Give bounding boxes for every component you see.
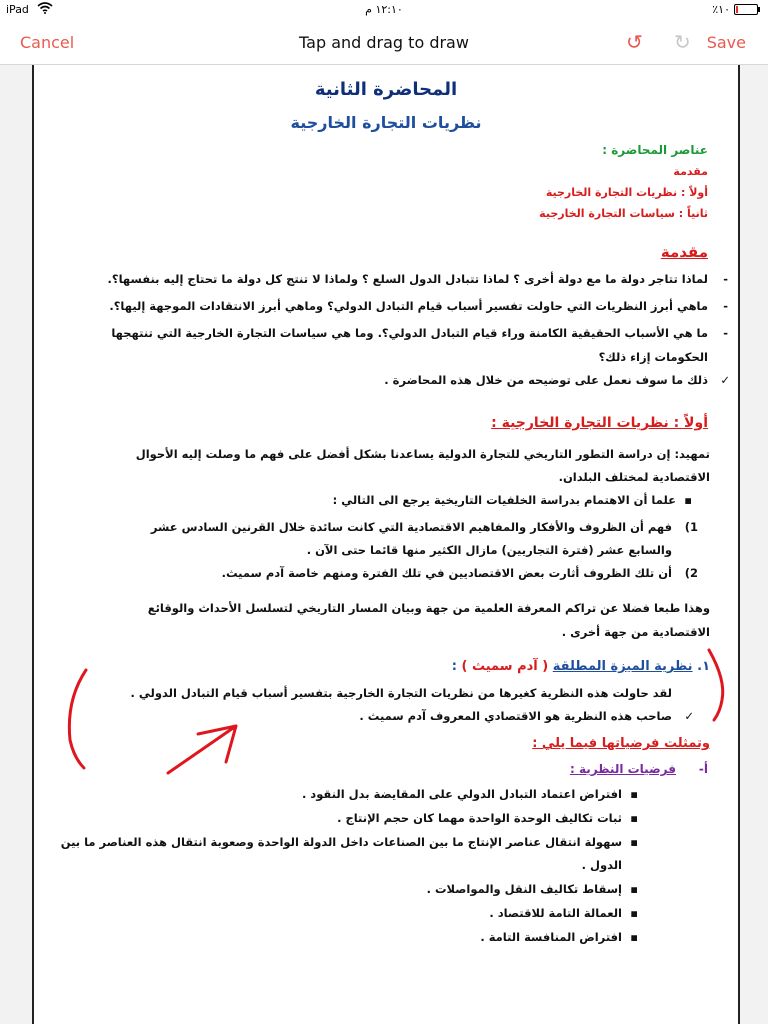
square-bullet: ▪ (630, 906, 638, 920)
battery-percent: ٪١٠ (712, 3, 730, 16)
paragraph-line: وهذا طبعا فضلا عن تراكم المعرفة العلمية من جهة وبيان المسار التاريخي لتسلسل الأحداث والوقائع (147, 601, 710, 615)
square-bullet: ▪ (630, 882, 638, 896)
square-bullet: ▪ (630, 811, 638, 825)
elements-item: مقدمة (673, 165, 708, 178)
square-bullet: ▪ (630, 835, 638, 849)
ink-arrow-icon (168, 726, 236, 773)
redo-icon[interactable]: ↻ (674, 30, 691, 54)
theory-number: ١. (697, 659, 710, 674)
toolbar-title: Tap and drag to draw (299, 33, 469, 52)
dash-bullet: - (723, 299, 728, 313)
theory-author: ( آدم سميث ) (461, 659, 549, 674)
intro-item: ذلك ما سوف نعمل على توضيحه من خلال هذه المحاضرة . (384, 373, 708, 387)
page-subtitle: نظريات التجارة الخارجية (290, 113, 482, 132)
intro-item: الحكومات إزاء ذلك؟ (598, 350, 708, 364)
preface-label: تمهيد: (674, 447, 710, 461)
ink-bracket-left (69, 670, 86, 768)
checkmark-icon: ✓ (720, 373, 730, 387)
dash-bullet: - (723, 326, 728, 340)
numbered-index: 1) (684, 520, 698, 534)
numbered-item: والسابع عشر (فترة التجاريين) مازال الكثير منها قائما حتى الآن . (306, 543, 672, 557)
intro-item: لماذا تتاجر دولة ما مع دولة أخرى ؟ لماذا تتبادل الدول السلع ؟ ولماذا لا تنتج كل دولة ما تحتاج إليه بنفسها؟. (107, 272, 708, 286)
checkmark-icon: ✓ (684, 709, 694, 723)
theory-colon: : (451, 659, 457, 674)
numbered-index: 2) (684, 566, 698, 580)
sub-heading: فرضيات النظرية : (570, 762, 676, 776)
device-name: iPad (6, 3, 29, 16)
section1-heading: أولاً : نظريات التجارة الخارجية : (491, 415, 708, 431)
save-button[interactable]: Save (706, 33, 746, 52)
preface-line: الاقتصادية لمختلف البلدان. (558, 470, 710, 484)
paragraph-line: الاقتصادية من جهة أخرى . (561, 625, 710, 639)
intro-item: ماهي أبرز النظريات التي حاولت تفسير أسباب قيام التبادل الدولي؟ وماهي أبرز الانتقادات الموجهة إليها؟. (109, 299, 708, 313)
undo-icon[interactable]: ↺ (626, 30, 643, 54)
intro-heading: مقدمة (660, 243, 708, 261)
clock: ١٢:١٠ م (365, 3, 403, 16)
theory-title: نظرية الميزة المطلقة (552, 659, 693, 674)
square-bullet: ▪ (630, 787, 638, 801)
assumption-item: سهولة انتقال عناصر الإنتاج ما بين الصناعات داخل الدولة الواحدة وصعوبة انتقال هذه العناصر ما بين (60, 835, 622, 849)
assumptions-intro: وتمثلت فرضياتها فيما يلي : (532, 736, 710, 751)
dash-bullet: - (723, 272, 728, 286)
assumption-item: افتراض المنافسة التامة . (480, 930, 622, 944)
assumption-item: العمالة التامة للاقتصاد . (489, 906, 622, 920)
square-bullet: ▪ (684, 493, 692, 507)
preface-text: إن دراسة التطور التاريخي للتجارة الدولية يساعدنا بشكل أفضل على فهم ما وصلت إليه الأحوال (135, 447, 671, 461)
numbered-item: أن تلك الظروف أثارت بعض الاقتصاديين في تلك الفترة ومنهم خاصة آدم سميث. (221, 566, 672, 580)
elements-item: أولاً : نظريات التجارة الخارجية (545, 186, 708, 199)
ink-bracket-right (709, 650, 723, 720)
sub-letter: أ- (698, 762, 708, 776)
assumption-item: افتراض اعتماد التبادل الدولي على المقايضة بدل النقود . (301, 787, 622, 801)
page-title: المحاضرة الثانية (314, 79, 458, 100)
elements-label: عناصر المحاضرة : (602, 143, 708, 157)
note-bullet: علما أن الاهتمام بدراسة الخلفيات التاريخية يرجع الى التالي : (332, 493, 676, 507)
theory-line: لقد حاولت هذه النظرية كغيرها من نظريات التجارة الخارجية بتفسير أسباب قيام التبادل الدولي . (130, 686, 672, 700)
intro-item: ما هي الأسباب الحقيقية الكامنة وراء قيام التبادل الدولي؟. وما هي سياسات التجارة الخارجية التي تنتهجها (111, 326, 708, 340)
cancel-button[interactable]: Cancel (20, 33, 75, 52)
assumption-item: الدول . (581, 858, 622, 872)
elements-item: ثانياً : سياسات التجارة الخارجية (539, 207, 708, 220)
numbered-item: فهم أن الظروف والأفكار والمفاهيم الاقتصادية التي كانت سائدة خلال القرنين السادس عشر (150, 520, 672, 534)
assumption-item: إسقاط تكاليف النقل والمواصلات . (426, 882, 622, 896)
theory-line: صاحب هذه النظرية هو الاقتصادي المعروف آدم سميث . (359, 709, 672, 723)
assumption-item: ثبات تكاليف الوحدة الواحدة مهما كان حجم الإنتاج . (337, 811, 622, 825)
square-bullet: ▪ (630, 930, 638, 944)
